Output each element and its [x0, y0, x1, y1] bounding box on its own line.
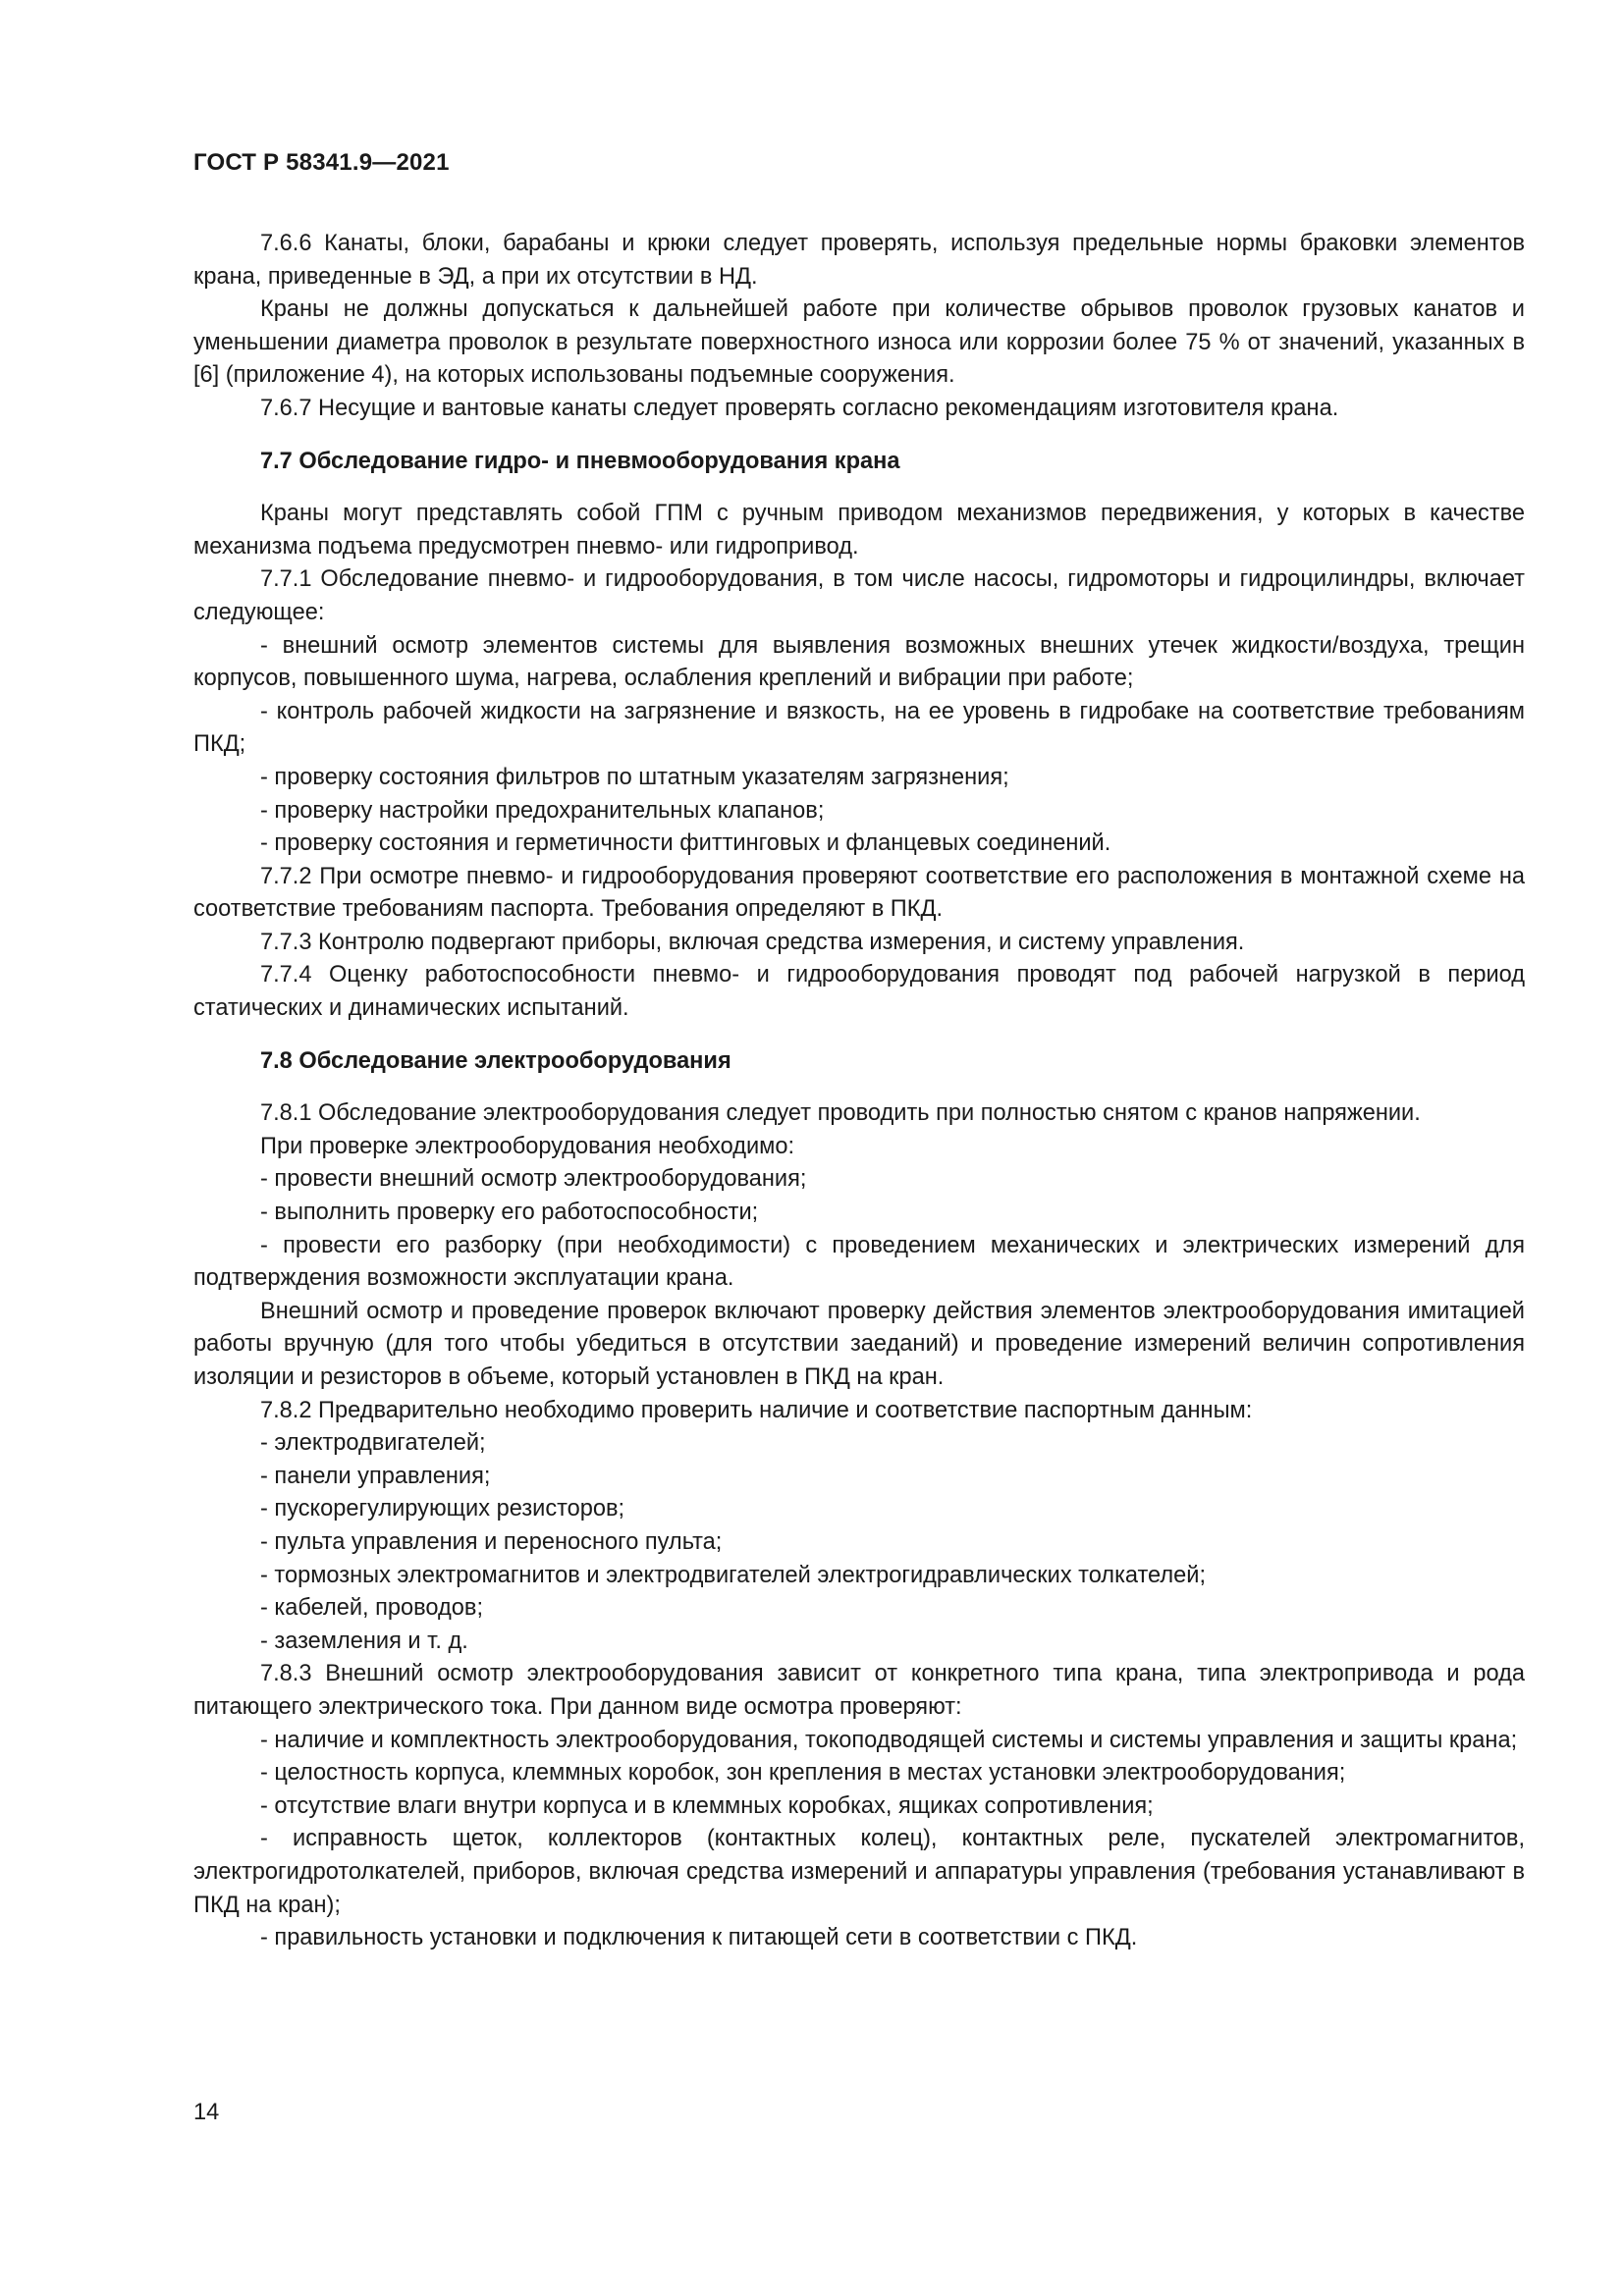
- paragraph: - электродвигателей;: [260, 1430, 486, 1457]
- paragraph: - проверку состояния и герметичности фиттинговых и фланцевых соединений.: [260, 830, 1111, 857]
- paragraph: 7.7.2 При осмотре пневмо- и гидрооборудования проверяют соответствие его расположения в монтажной схеме на соответствие требованиям паспорта. Требования определяют в ПКД.: [193, 863, 1525, 923]
- paragraph: - целостность корпуса, клеммных коробок, зон крепления в местах установки электрооборудования;: [260, 1760, 1346, 1787]
- paragraph: - панели управления;: [260, 1463, 491, 1489]
- paragraph: - наличие и комплектность электрооборудования, токоподводящей системы и системы управления и защиты крана;: [260, 1727, 1518, 1753]
- paragraph: - выполнить проверку его работоспособности;: [260, 1200, 759, 1226]
- paragraph: Краны могут представлять собой ГПМ с ручным приводом механизмов передвижения, у которых в качестве механизма подъема предусмотрен пневмо- или гидропривод.: [193, 501, 1525, 560]
- paragraph: - правильность установки и подключения к питающей сети в соответствии с ПКД.: [260, 1925, 1138, 1951]
- document-code-header: ГОСТ Р 58341.9—2021: [193, 149, 450, 176]
- paragraph: Краны не должны допускаться к дальнейшей работе при количестве обрывов проволок грузовых канатов и уменьшении диаметра проволок в результате поверхностного износа или коррозии более 75 % от значений, указанных в [6] (приложение 4), на которых использованы подъемные сооружения.: [193, 296, 1525, 389]
- paragraph: - пульта управления и переносного пульта;: [260, 1528, 723, 1555]
- paragraph: 7.7.3 Контролю подвергают приборы, включая средства измерения, и систему управления.: [260, 929, 1245, 955]
- paragraph: 7.8.3 Внешний осмотр электрооборудования зависит от конкретного типа крана, типа электропривода и рода питающего электрического тока. При данном виде осмотра проверяют:: [193, 1661, 1525, 1720]
- paragraph: - исправность щеток, коллекторов (контактных колец), контактных реле, пускателей электромагнитов, электрогидротолкателей, приборов, включая средства измерений и аппаратуры управления (требования устанавливают в ПКД на кран);: [193, 1826, 1525, 1918]
- paragraph: 7.8.2 Предварительно необходимо проверить наличие и соответствие паспортным данным:: [260, 1397, 1253, 1423]
- section-heading: 7.7 Обследование гидро- и пневмооборудования крана: [260, 448, 900, 474]
- paragraph: - проверку состояния фильтров по штатным указателям загрязнения;: [260, 764, 1009, 790]
- document-body: [193, 228, 1525, 1955]
- paragraph: - заземления и т. д.: [260, 1628, 468, 1654]
- paragraph: - пускорегулирующих резисторов;: [260, 1496, 625, 1522]
- paragraph: 7.6.6 Канаты, блоки, барабаны и крюки следует проверять, используя предельные нормы браковки элементов крана, приведенные в ЭД, а при их отсутствии в НД.: [193, 231, 1525, 290]
- paragraph: При проверке электрооборудования необходимо:: [260, 1133, 795, 1159]
- paragraph: 7.6.7 Несущие и вантовые канаты следует проверять согласно рекомендациям изготовителя крана.: [260, 395, 1339, 421]
- page-number: 14: [193, 2100, 220, 2125]
- paragraph: - внешний осмотр элементов системы для выявления возможных внешних утечек жидкости/воздуха, трещин корпусов, повышенного шума, нагрева, ослабления креплений и вибрации при работе;: [193, 632, 1525, 692]
- paragraph: - проверку настройки предохранительных клапанов;: [260, 797, 825, 824]
- paragraph: 7.7.1 Обследование пневмо- и гидрооборудования, в том числе насосы, гидромоторы и гидроцилиндры, включает следующее:: [193, 566, 1525, 625]
- section-heading: 7.8 Обследование электрооборудования: [260, 1047, 731, 1074]
- paragraph: Внешний осмотр и проведение проверок включают проверку действия элементов электрооборудования имитацией работы вручную (для того чтобы убедиться в отсутствии заеданий) и проведение измерений величин сопротивления изоляции и резисторов в объеме, который установлен в ПКД на кран.: [193, 1298, 1525, 1390]
- paragraph: 7.7.4 Оценку работоспособности пневмо- и гидрооборудования проводят под рабочей нагрузкой в период статических и динамических испытаний.: [193, 962, 1525, 1022]
- paragraph: - провести внешний осмотр электрооборудования;: [260, 1166, 807, 1193]
- paragraph: - отсутствие влаги внутри корпуса и в клеммных коробках, ящиках сопротивления;: [260, 1792, 1154, 1819]
- paragraph: - контроль рабочей жидкости на загрязнение и вязкость, на ее уровень в гидробаке на соответствие требованиям ПКД;: [193, 698, 1525, 758]
- paragraph: - тормозных электромагнитов и электродвигателей электрогидравлических толкателей;: [260, 1562, 1207, 1588]
- paragraph: - кабелей, проводов;: [260, 1595, 484, 1622]
- paragraph: - провести его разборку (при необходимости) с проведением механических и электрических измерений для подтверждения возможности эксплуатации крана.: [193, 1232, 1525, 1292]
- paragraph: 7.8.1 Обследование электрооборудования следует проводить при полностью снятом с кранов напряжении.: [260, 1100, 1421, 1127]
